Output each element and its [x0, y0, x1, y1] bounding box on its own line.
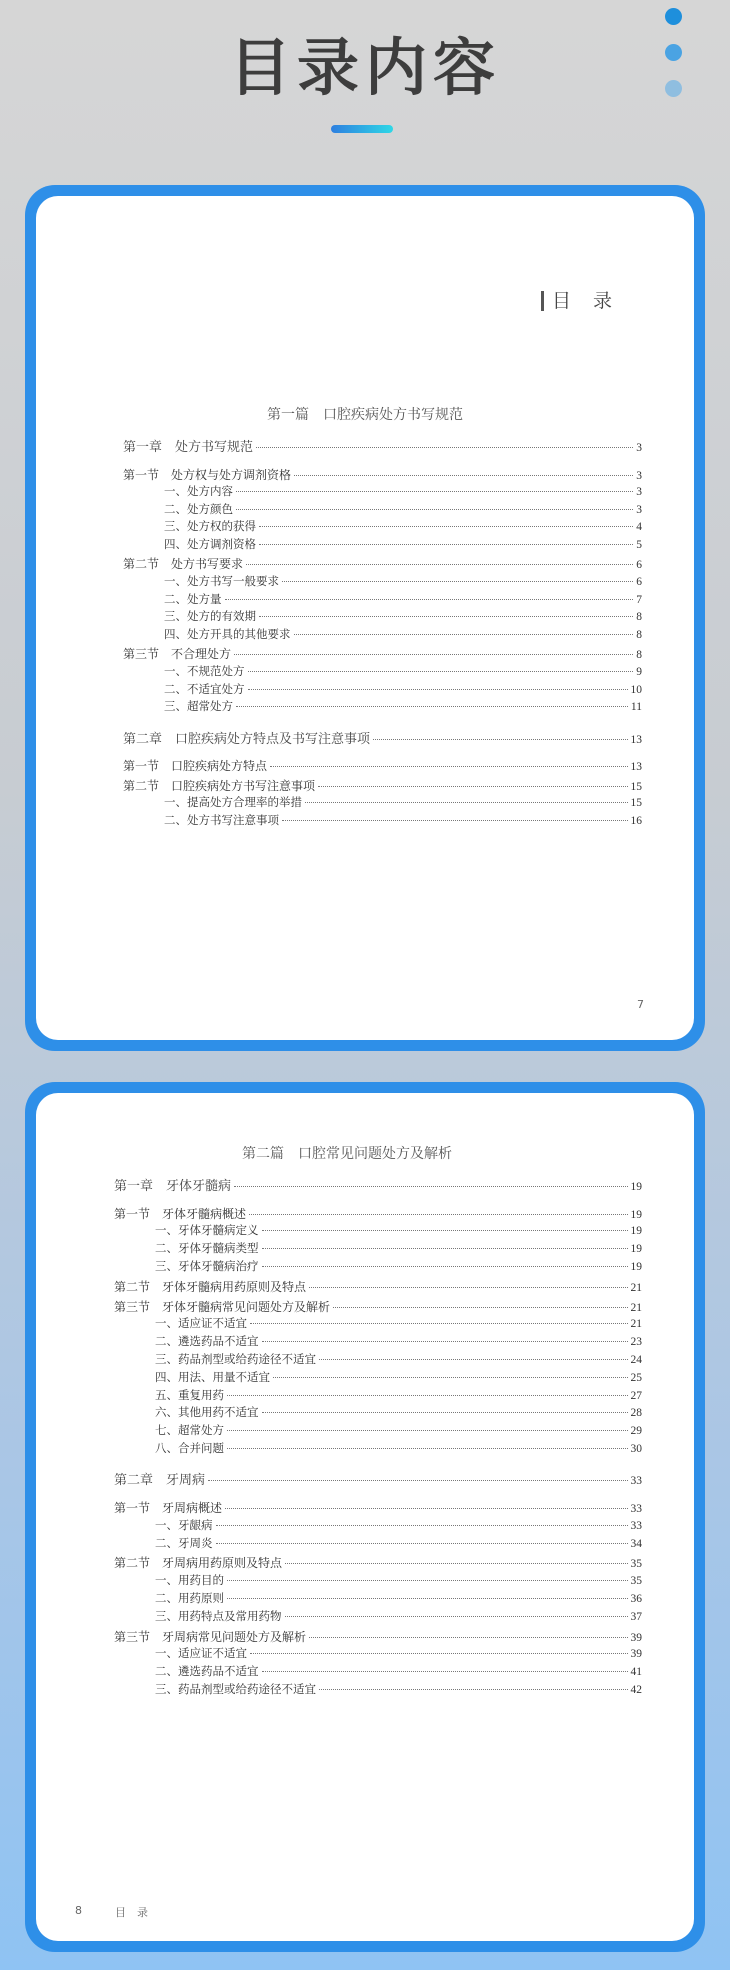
toc-entry-label: 四、处方开具的其他要求	[164, 628, 291, 641]
dot-leader	[216, 1543, 628, 1544]
dot-leader	[262, 1671, 628, 1672]
toc-entry-label: 第二节 牙周病用药原则及特点	[114, 1556, 283, 1571]
toc-page-number: 15	[630, 780, 642, 793]
toc-entry-label: 三、药品剂型或给药途径不适宜	[155, 1353, 316, 1366]
dot-leader	[319, 1689, 628, 1690]
part-title-2: 第二篇 口腔常见问题处方及解析	[242, 1146, 452, 1162]
toc-page-number: 21	[630, 1318, 642, 1331]
dot-leader	[270, 766, 627, 767]
decor-dot-1	[665, 8, 682, 25]
dot-leader	[319, 1359, 628, 1360]
dot-leader	[236, 509, 633, 510]
dot-leader	[227, 1580, 628, 1581]
toc-entry-label: 一、适应证不适宜	[155, 1318, 247, 1331]
page-number: 7	[637, 998, 644, 1011]
dot-leader	[248, 671, 634, 672]
toc-entry-label: 一、适应证不适宜	[155, 1648, 247, 1661]
toc-item-row[interactable]	[155, 1333, 642, 1349]
toc-page-number: 8	[636, 649, 642, 662]
toc-entry-label: 四、处方调剂资格	[164, 538, 256, 551]
toc-entry-label: 第二章 牙周病	[114, 1473, 206, 1489]
toc-entry-label: 一、提高处方合理率的举措	[164, 797, 302, 810]
dot-leader	[282, 581, 633, 582]
toc-entry-label: 二、牙周炎	[155, 1537, 213, 1550]
toc-page-number: 35	[630, 1575, 642, 1588]
toc-page-1	[36, 196, 694, 1040]
dot-leader	[256, 447, 633, 448]
toc-section-row[interactable]	[114, 1628, 642, 1645]
toc-page-number: 36	[630, 1592, 642, 1605]
toc-page-number: 6	[636, 576, 642, 588]
page-frame-1	[25, 185, 705, 1051]
toc-item-row[interactable]	[164, 608, 642, 624]
toc-page-number: 19	[630, 1225, 642, 1238]
toc-item-row[interactable]	[164, 573, 642, 589]
dot-leader	[262, 1230, 628, 1231]
toc-entry-label: 八、合并问题	[155, 1442, 224, 1455]
toc-page-number: 21	[630, 1281, 642, 1294]
toc-entry-label: 二、处方颜色	[164, 503, 233, 516]
toc-entry-label: 一、处方内容	[164, 486, 233, 499]
dot-leader	[273, 1377, 628, 1378]
toc-entry-label: 三、处方的有效期	[164, 611, 256, 624]
toc-page-number: 35	[630, 1558, 642, 1571]
toc-entry-label: 五、重复用药	[155, 1389, 224, 1402]
toc-page-number: 21	[630, 1301, 642, 1314]
toc-entry-label: 一、牙龈病	[155, 1519, 213, 1532]
toc-page-number: 5	[636, 538, 642, 551]
toc-page-number: 19	[630, 1260, 642, 1273]
dot-leader	[259, 544, 633, 545]
toc-page-number: 11	[630, 701, 642, 714]
toc-item-row[interactable]	[155, 1240, 642, 1256]
toc-item-row[interactable]	[155, 1440, 642, 1456]
toc-item-row[interactable]	[164, 681, 642, 697]
toc-item-row[interactable]	[164, 794, 642, 810]
dot-leader	[234, 654, 633, 655]
dot-leader	[318, 786, 627, 787]
toc-page-number: 6	[636, 559, 642, 572]
toc-item-row[interactable]	[164, 518, 642, 534]
dot-leader	[285, 1616, 628, 1617]
dot-leader	[250, 1653, 628, 1654]
toc-item-row[interactable]	[164, 501, 642, 517]
toc-page-number: 3	[636, 503, 642, 516]
toc-item-row[interactable]	[155, 1387, 642, 1403]
toc-entry-label: 第二章 口腔疾病处方特点及书写注意事项	[123, 731, 371, 747]
toc-item-row[interactable]	[155, 1351, 642, 1367]
toc-entry-label: 第二节 处方书写要求	[123, 557, 244, 572]
toc-entry-label: 一、用药目的	[155, 1575, 224, 1588]
toc-page-number: 9	[636, 665, 642, 678]
toc-page-number: 13	[630, 733, 642, 746]
toc-item-row[interactable]	[155, 1608, 642, 1624]
toc-entry-label: 第三节 不合理处方	[123, 647, 232, 662]
toc-entry-label: 第三节 牙体牙髓病常见问题处方及解析	[114, 1299, 331, 1314]
dot-leader	[305, 802, 628, 803]
toc-section-row[interactable]	[114, 1499, 642, 1516]
toc-entry-label: 六、其他用药不适宜	[155, 1407, 259, 1420]
dot-leader	[227, 1395, 628, 1396]
toc-entry-label: 一、牙体牙髓病定义	[155, 1225, 259, 1238]
toc-page-number: 10	[630, 683, 642, 696]
dot-leader	[262, 1248, 628, 1249]
dot-leader	[259, 526, 633, 527]
toc-item-row[interactable]	[155, 1645, 642, 1661]
toc-page-number: 33	[630, 1519, 642, 1532]
toc-page-number: 15	[630, 797, 642, 810]
toc-page-number: 33	[630, 1502, 642, 1515]
toc-item-row[interactable]	[155, 1369, 642, 1385]
toc-page-2	[36, 1093, 694, 1941]
toc-item-row[interactable]	[155, 1315, 642, 1331]
toc-page-number: 3	[636, 469, 642, 482]
toc-item-row[interactable]	[164, 591, 642, 607]
toc-page-number: 19	[630, 1181, 642, 1193]
toc-page-number: 39	[630, 1631, 642, 1644]
toc-item-row[interactable]	[155, 1422, 642, 1438]
decor-dot-3	[665, 80, 682, 97]
toc-page-number: 8	[636, 611, 642, 624]
toc-item-row[interactable]	[155, 1681, 642, 1697]
toc-entry-label: 第三节 牙周病常见问题处方及解析	[114, 1629, 307, 1644]
dot-leader	[309, 1287, 627, 1288]
dot-leader	[246, 564, 633, 565]
toc-item-row[interactable]	[164, 812, 642, 828]
toc-page-number: 41	[630, 1666, 642, 1679]
part-title-1: 第一篇 口腔疾病处方书写规范	[267, 407, 463, 423]
toc-item-row[interactable]	[155, 1517, 642, 1533]
decor-dot-2	[665, 44, 682, 61]
toc-heading: 目 录	[541, 291, 620, 311]
toc-chapter-row[interactable]	[123, 728, 642, 747]
toc-chapter-row[interactable]	[114, 1175, 642, 1194]
toc-page-number: 25	[630, 1371, 642, 1384]
toc-page-number: 19	[630, 1208, 642, 1221]
dot-leader	[227, 1448, 628, 1449]
toc-entry-label: 第一章 处方书写规范	[123, 440, 254, 455]
toc-section-row[interactable]	[114, 1205, 642, 1222]
title-underline-bar	[331, 125, 393, 133]
dot-leader	[227, 1598, 628, 1599]
toc-entry-label: 第二节 口腔疾病处方书写注意事项	[123, 778, 316, 793]
toc-page-number: 4	[636, 521, 642, 534]
toc-entry-label: 一、不规范处方	[164, 665, 245, 678]
toc-entry-label: 二、处方量	[164, 593, 222, 606]
toc-page-number: 19	[630, 1243, 642, 1256]
toc-entry-label: 第一节 牙周病概述	[114, 1500, 223, 1515]
toc-item-row[interactable]	[155, 1572, 642, 1588]
toc-item-row[interactable]	[155, 1404, 642, 1420]
toc-entry-label: 二、遴选药品不适宜	[155, 1336, 259, 1349]
toc-page-number: 3	[636, 442, 642, 454]
dot-leader	[259, 616, 633, 617]
dot-leader	[236, 706, 628, 707]
dot-leader	[282, 820, 628, 821]
page-number: 8	[75, 1904, 82, 1917]
running-header-label: 目 录	[115, 1906, 148, 1919]
toc-entry-label: 第一节 牙体牙髓病概述	[114, 1206, 247, 1221]
toc-chapter-row[interactable]	[114, 1469, 642, 1488]
toc-item-row[interactable]	[164, 626, 642, 642]
toc-item-row[interactable]	[164, 536, 642, 552]
dot-leader	[249, 1214, 627, 1215]
toc-entry-label: 七、超常处方	[155, 1425, 224, 1438]
dot-leader	[250, 1323, 628, 1324]
toc-section-row[interactable]	[123, 757, 642, 774]
toc-page-number: 24	[630, 1353, 642, 1366]
dot-leader	[248, 689, 628, 690]
toc-chapter-row[interactable]	[123, 436, 642, 455]
toc-entry-label: 二、处方书写注意事项	[164, 814, 279, 827]
dot-leader	[294, 634, 634, 635]
toc-page-number: 30	[630, 1442, 642, 1455]
dot-leader	[225, 1508, 627, 1509]
dot-leader	[262, 1341, 628, 1342]
toc-page-number: 3	[636, 486, 642, 499]
dot-leader	[333, 1307, 627, 1308]
toc-page-number: 39	[630, 1648, 642, 1661]
dot-leader	[262, 1266, 628, 1267]
dot-leader	[208, 1480, 627, 1481]
toc-entry-label: 三、牙体牙髓病治疗	[155, 1260, 259, 1273]
dot-leader	[234, 1186, 627, 1187]
toc-section-row[interactable]	[123, 466, 642, 483]
toc-item-row[interactable]	[164, 663, 642, 679]
toc-page-number: 8	[636, 628, 642, 641]
toc-item-row[interactable]	[155, 1535, 642, 1551]
toc-page-number: 16	[630, 814, 642, 827]
toc-section-row[interactable]	[114, 1278, 642, 1295]
toc-page-number: 23	[630, 1336, 642, 1349]
page-frame-2	[25, 1082, 705, 1952]
dot-leader	[285, 1563, 627, 1564]
toc-page-number: 37	[630, 1610, 642, 1623]
toc-entry-label: 二、不适宜处方	[164, 683, 245, 696]
toc-section-row[interactable]	[114, 1298, 642, 1315]
toc-entry-label: 三、药品剂型或给药途径不适宜	[155, 1683, 316, 1696]
banner-title: 目录内容	[228, 31, 501, 104]
dot-leader	[236, 491, 633, 492]
toc-page-number: 7	[636, 593, 642, 606]
dot-leader	[216, 1525, 628, 1526]
toc-item-row[interactable]	[155, 1663, 642, 1679]
toc-entry-label: 第一节 口腔疾病处方特点	[123, 759, 268, 774]
toc-entry-label: 二、遴选药品不适宜	[155, 1666, 259, 1679]
dot-leader	[227, 1430, 628, 1431]
toc-entry-label: 一、处方书写一般要求	[164, 576, 279, 588]
toc-page-number: 27	[630, 1389, 642, 1402]
toc-section-row[interactable]	[114, 1554, 642, 1571]
toc-item-row[interactable]	[155, 1222, 642, 1238]
dot-leader	[262, 1412, 628, 1413]
toc-page-number: 29	[630, 1425, 642, 1438]
toc-entry-label: 二、牙体牙髓病类型	[155, 1243, 259, 1256]
toc-entry-label: 第一章 牙体牙髓病	[114, 1179, 232, 1194]
toc-page-number: 13	[630, 761, 642, 774]
toc-entry-label: 第二节 牙体牙髓病用药原则及特点	[114, 1279, 307, 1294]
toc-entry-label: 三、处方权的获得	[164, 521, 256, 534]
dot-leader	[309, 1637, 627, 1638]
toc-section-row[interactable]	[123, 777, 642, 794]
toc-entry-label: 第一节 处方权与处方调剂资格	[123, 467, 292, 482]
toc-page-number: 34	[630, 1537, 642, 1550]
toc-page-number: 42	[630, 1683, 642, 1696]
toc-page-number: 33	[630, 1475, 642, 1488]
dot-leader	[225, 599, 634, 600]
dot-leader	[373, 739, 627, 740]
toc-section-row[interactable]	[123, 645, 642, 662]
toc-entry-label: 三、用药特点及常用药物	[155, 1610, 282, 1623]
toc-item-row[interactable]	[164, 698, 642, 714]
toc-entry-label: 四、用法、用量不适宜	[155, 1371, 270, 1384]
dot-leader	[294, 475, 633, 476]
toc-item-row[interactable]	[155, 1258, 642, 1274]
toc-entry-label: 二、用药原则	[155, 1592, 224, 1605]
toc-item-row[interactable]	[164, 483, 642, 499]
toc-section-row[interactable]	[123, 555, 642, 572]
toc-page-number: 28	[630, 1407, 642, 1420]
toc-item-row[interactable]	[155, 1590, 642, 1606]
toc-entry-label: 三、超常处方	[164, 701, 233, 714]
